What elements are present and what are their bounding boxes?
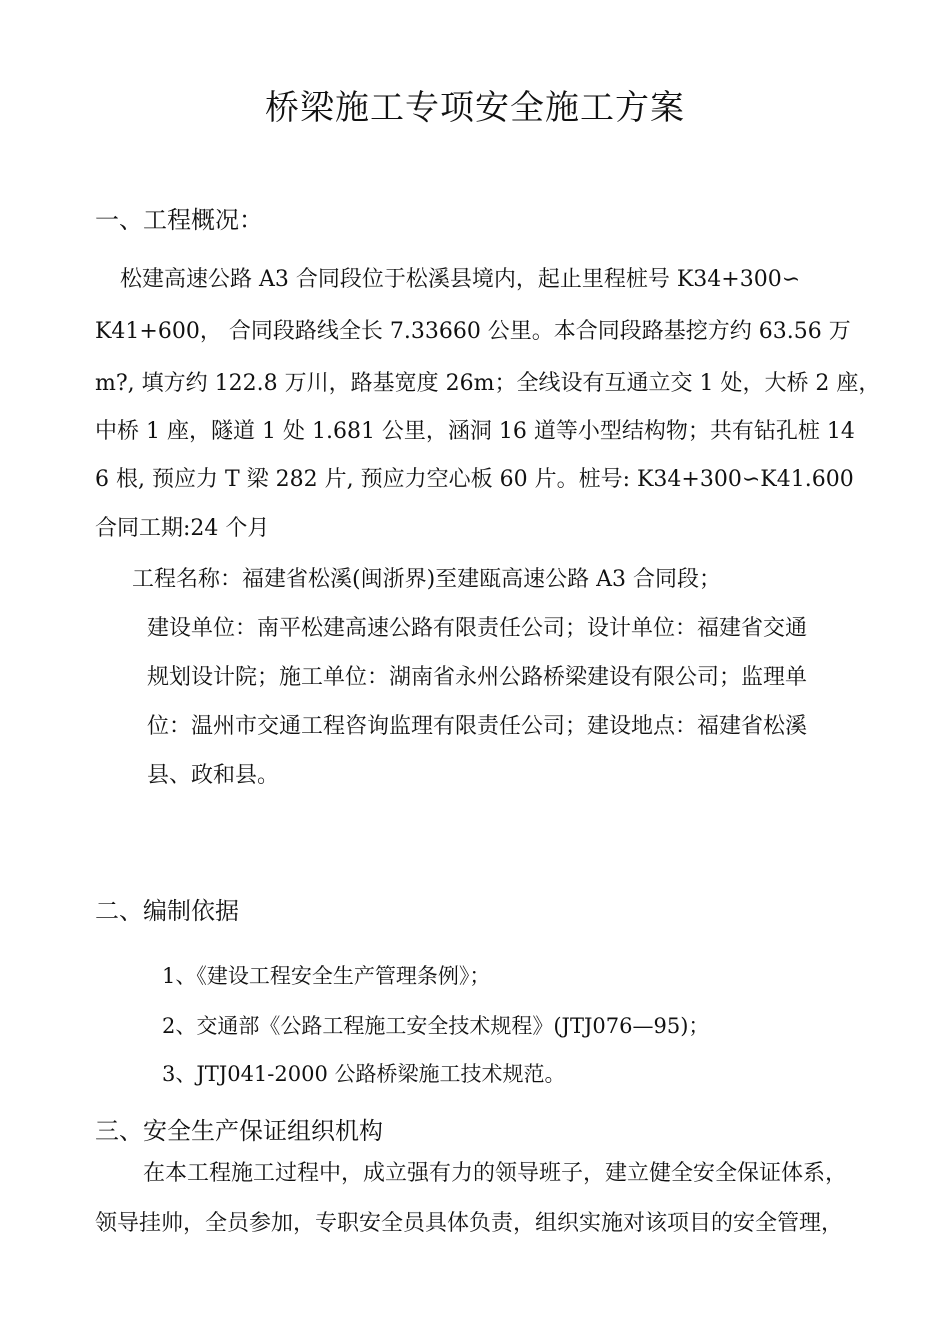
section2-heading: 二、编制依据	[95, 897, 239, 925]
basis-item-3: 3、JTJ041-2000 公路桥梁施工技术规范。	[162, 1062, 566, 1086]
section3-heading: 三、安全生产保证组织机构	[95, 1117, 383, 1145]
section1-line-5: 6 根, 预应力 T 梁 282 片, 预应力空心板 60 片。桩号: K34+300∽K41.600	[95, 467, 854, 492]
section1-line-6: 合同工期:24 个月	[95, 516, 270, 541]
section3-line-1: 在本工程施工过程中，成立强有力的领导班子，建立健全安全保证体系，	[143, 1161, 848, 1186]
basis-item-2: 2、交通部《公路工程施工安全技术规程》(JTJ076—95)；	[162, 1014, 710, 1038]
units-line-3: 位：温州市交通工程咨询监理有限责任公司；建设地点：福建省松溪	[147, 714, 808, 739]
section1-heading: 一、工程概况：	[95, 206, 263, 234]
section1-line-2: K41+600， 合同段路线全长 7.33660 公里。本合同段路基挖方约 63.56 万	[95, 319, 851, 344]
units-line-2: 规划设计院；施工单位：湖南省永州公路桥梁建设有限公司；监理单	[147, 665, 808, 690]
section1-line-3: m?, 填方约 122.8 万川，路基宽度 26m；全线设有互通立交 1 处，大桥 2 座，	[95, 371, 881, 396]
units-line-4: 县、政和县。	[147, 763, 280, 788]
section3-line-2: 领导挂帅，全员参加，专职安全员具体负责，组织实施对该项目的安全管理，	[95, 1211, 844, 1236]
section1-line-4: 中桥 1 座，隧道 1 处 1.681 公里，涵洞 16 道等小型结构物；共有钻孔桩 14	[95, 419, 855, 444]
document-title: 桥梁施工专项安全施工方案	[265, 88, 685, 128]
section1-line-1: 松建高速公路 A3 合同段位于松溪县境内，起止里程桩号 K34+300∽	[120, 267, 801, 292]
project-name-line: 工程名称：福建省松溪(闽浙界)至建瓯高速公路 A3 合同段；	[132, 567, 722, 592]
basis-item-1: 1、《建设工程安全生产管理条例》；	[162, 964, 491, 988]
units-line-1: 建设单位：南平松建高速公路有限责任公司；设计单位：福建省交通	[147, 616, 808, 641]
